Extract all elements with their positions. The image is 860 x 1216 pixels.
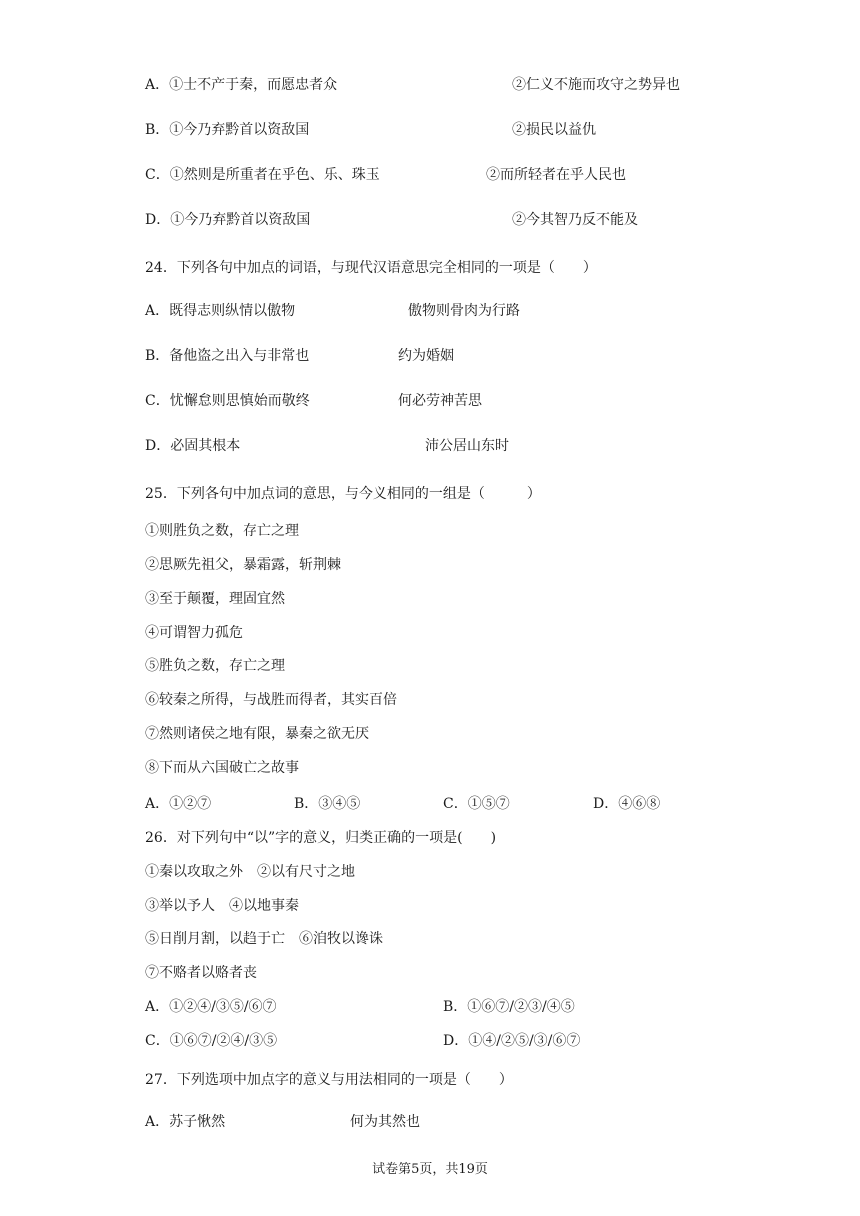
q25-option-a: A．①②⑦ [145, 796, 212, 812]
q23-option-c-part1: C．①然则是所重者在乎色、乐、珠玉 [145, 167, 380, 183]
q23-option-b-part2: ②损民以益仇 [512, 122, 596, 138]
q24-option-b-part1: B．备他盗之出入与非常也 [145, 348, 310, 364]
q26-option-a: A．①②④/③⑤/⑥⑦ [145, 999, 277, 1015]
q26-option-b: B．①⑥⑦/②③/④⑤ [443, 999, 575, 1015]
q26-item-4: ⑦不赂者以赂者丧 [145, 965, 257, 981]
q26-option-d: D．①④/②⑤/③/⑥⑦ [443, 1033, 581, 1049]
q23-option-a-part2: ②仁义不施而攻守之势异也 [512, 77, 680, 93]
q25-item-8: ⑧下而从六国破亡之故事 [145, 760, 299, 776]
q24-stem: 24．下列各句中加点的词语，与现代汉语意思完全相同的一项是（ ） [145, 260, 597, 276]
q26-option-c: C．①⑥⑦/②④/③⑤ [145, 1033, 278, 1049]
q25-item-6: ⑥较秦之所得，与战胜而得者，其实百倍 [145, 692, 397, 708]
q24-option-b-part2: 约为婚姻 [398, 348, 454, 364]
q24-option-c-part1: C．忧懈怠则思慎始而敬终 [145, 393, 310, 409]
q25-option-c: C．①⑤⑦ [443, 796, 510, 812]
q24-option-d-part2: 沛公居山东时 [425, 438, 509, 454]
q23-option-d-part2: ②今其智乃反不能及 [512, 212, 638, 228]
q23-option-b-part1: B．①今乃弃黔首以资敌国 [145, 122, 310, 138]
q23-option-c-part2: ②而所轻者在乎人民也 [486, 167, 626, 183]
q25-stem: 25．下列各句中加点词的意思，与今义相同的一组是（ ） [145, 486, 541, 502]
q25-item-1: ①则胜负之数，存亡之理 [145, 523, 299, 539]
q23-option-a-part1: A．①士不产于秦，而愿忠者众 [145, 77, 338, 93]
q25-item-2: ②思厥先祖父，暴霜露，斩荆棘 [145, 557, 341, 573]
q27-option-a-part1: A．苏子愀然 [145, 1114, 226, 1130]
q23-option-d-part1: D．①今乃弃黔首以资敌国 [145, 212, 311, 228]
q26-item-3: ⑤日削月割，以趋于亡 ⑥洎牧以谗诛 [145, 931, 383, 947]
q25-option-b: B．③④⑤ [294, 796, 361, 812]
q24-option-a-part2: 傲物则骨肉为行路 [408, 303, 520, 319]
q26-item-1: ①秦以攻取之外 ②以有尺寸之地 [145, 864, 355, 880]
q25-item-5: ⑤胜负之数，存亡之理 [145, 658, 285, 674]
page-footer: 试卷第5页，共19页 [372, 1162, 488, 1177]
q27-stem: 27．下列选项中加点字的意义与用法相同的一项是（ ） [145, 1072, 513, 1088]
q25-option-d: D．④⑥⑧ [593, 796, 661, 812]
q25-item-7: ⑦然则诸侯之地有限，暴秦之欲无厌 [145, 726, 369, 742]
q24-option-d-part1: D．必固其根本 [145, 438, 241, 454]
q26-item-2: ③举以予人 ④以地事秦 [145, 898, 299, 914]
q24-option-c-part2: 何必劳神苦思 [398, 393, 482, 409]
q26-stem: 26．对下列句中“以”字的意义，归类正确的一项是( ) [145, 830, 497, 846]
q25-item-3: ③至于颠覆，理固宜然 [145, 591, 285, 607]
q25-item-4: ④可谓智力孤危 [145, 625, 243, 641]
q24-option-a-part1: A．既得志则纵情以傲物 [145, 303, 296, 319]
q27-option-a-part2: 何为其然也 [350, 1114, 420, 1130]
